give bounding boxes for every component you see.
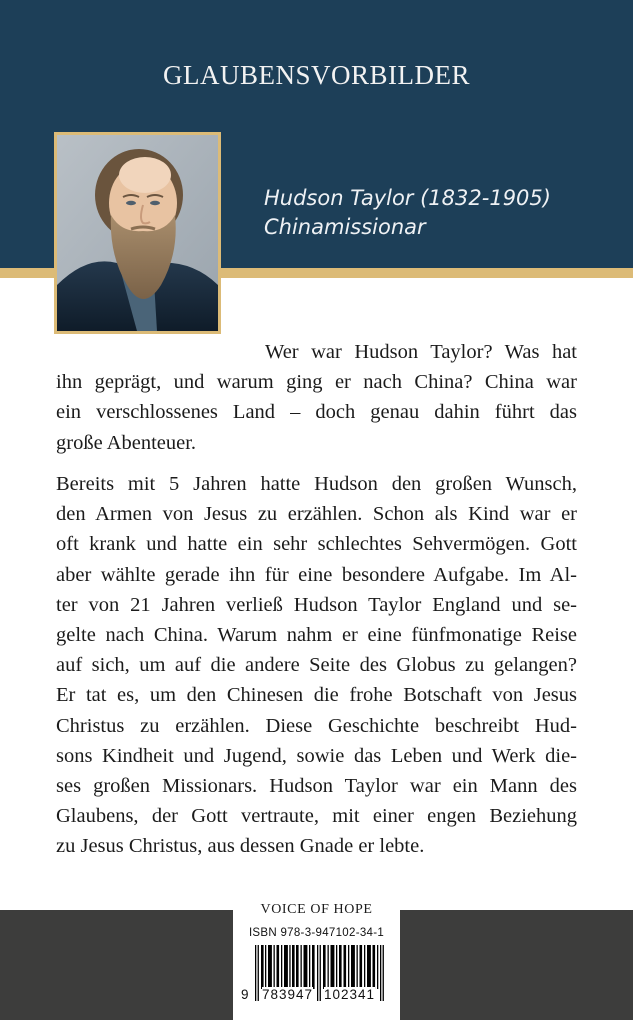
text-line: ihn geprägt, und warum ging er nach China? China war	[56, 371, 577, 394]
barcode-lead-digit: 9	[241, 987, 249, 1002]
isbn-label: ISBN 978-3-947102-34-1	[248, 927, 385, 939]
text-line: Glaubens, der Gott vertraute, mit einer engen Beziehung	[56, 805, 577, 828]
series-title: GLAUBENSVORBILDER	[162, 60, 470, 90]
text-line: sons Kindheit und Jugend, sowie das Leben und Werk die-	[56, 744, 577, 767]
text-line: den Armen von Jesus zu erzählen. Schon als Kind war er	[56, 503, 577, 526]
text-line: ein verschlossenes Land – doch genau dahin führt das	[56, 401, 577, 424]
barcode-digits-right: 102341	[324, 987, 376, 1002]
subject-role: Chinamissionar	[264, 215, 426, 239]
portrait-illustration	[57, 135, 218, 331]
subject-caption	[264, 184, 551, 242]
text-line: ses großen Missionars. Hudson Taylor war ein Mann des	[56, 775, 577, 798]
text-line: ter von 21 Jahren verließ Hudson Taylor England und se-	[56, 593, 577, 616]
text-line: Christus zu erzählen. Diese Geschichte beschreibt Hud-	[56, 714, 577, 737]
intro-paragraph	[56, 337, 577, 458]
text-line: Er tat es, um den Chinesen die frohe Botschaft von Jesus	[56, 684, 577, 707]
description-paragraph	[56, 469, 577, 862]
subject-name: Hudson Taylor (1832-1905)	[264, 186, 551, 210]
text-line: zu Jesus Christus, aus dessen Gnade er lebte.	[56, 835, 425, 858]
text-line: gelte nach China. Warum nahm er eine fünfmonatige Reise	[56, 624, 577, 647]
text-line: Wer war Hudson Taylor? Was hat	[265, 341, 577, 363]
text-line: auf sich, um auf die andere Seite des Globus zu gelangen?	[56, 654, 577, 677]
barcode-panel	[233, 896, 400, 1020]
portrait-image	[54, 132, 221, 334]
text-line: aber wählte gerade ihn für eine besondere Aufgabe. Im Al-	[56, 563, 577, 586]
text-line: oft krank und hatte ein sehr schlechtes Sehvermögen. Gott	[56, 533, 577, 556]
barcode-digits-left: 783947	[262, 987, 314, 1002]
text-line: Bereits mit 5 Jahren hatte Hudson den großen Wunsch,	[56, 473, 577, 495]
publisher-name: VOICE OF HOPE	[260, 902, 373, 917]
text-line: große Abenteuer.	[56, 431, 197, 454]
